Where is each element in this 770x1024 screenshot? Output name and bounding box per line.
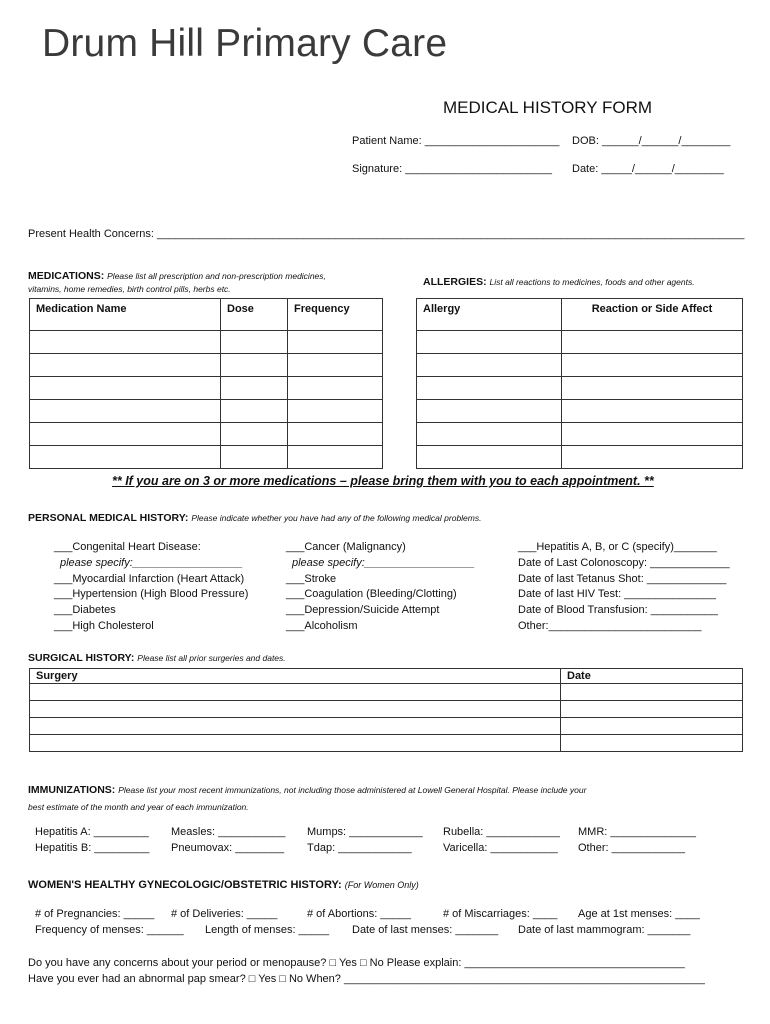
- medications-title: MEDICATIONS:: [28, 270, 105, 282]
- immunizations-instructions-2: best estimate of the month and year of each immunization.: [28, 802, 249, 812]
- table-cell[interactable]: [562, 354, 743, 377]
- table-cell[interactable]: [221, 354, 288, 377]
- table-cell[interactable]: [30, 423, 221, 446]
- table-cell[interactable]: [561, 684, 743, 701]
- checkbox-item[interactable]: ___Diabetes: [54, 604, 116, 617]
- table-cell[interactable]: [288, 331, 383, 354]
- specify-field[interactable]: please specify:__________________: [60, 556, 243, 569]
- table-cell[interactable]: [30, 400, 221, 423]
- table-cell[interactable]: [562, 446, 743, 469]
- present-health-concerns-field[interactable]: Present Health Concerns: ________________________________________________________________________________________________: [28, 228, 745, 240]
- table-cell[interactable]: [561, 718, 743, 735]
- immunization-field[interactable]: Other: ____________: [578, 842, 686, 854]
- patient-name-field[interactable]: Patient Name: ______________________: [352, 135, 560, 147]
- table-row[interactable]: [30, 331, 383, 354]
- table-cell[interactable]: [30, 718, 561, 735]
- table-cell[interactable]: [417, 446, 562, 469]
- personal-history-title: PERSONAL MEDICAL HISTORY:: [28, 512, 189, 524]
- table-row[interactable]: [417, 331, 743, 354]
- checkbox-item[interactable]: ___High Cholesterol: [54, 619, 154, 632]
- date-field[interactable]: Date of last Tetanus Shot: _____________: [518, 572, 727, 585]
- date-field[interactable]: Date: _____/______/________: [572, 163, 724, 175]
- table-cell[interactable]: [221, 377, 288, 400]
- table-cell[interactable]: [288, 423, 383, 446]
- checkbox-item[interactable]: ___Hypertension (High Blood Pressure): [54, 588, 249, 601]
- table-row[interactable]: [30, 354, 383, 377]
- immunizations-instructions-1: Please list your most recent immunizations, not including those administered at Lowell General Hospital. Please include your: [118, 785, 587, 795]
- frequency-header: Frequency: [288, 299, 383, 331]
- pregnancies-field[interactable]: # of Pregnancies: _____: [35, 908, 155, 920]
- table-row[interactable]: [30, 684, 743, 701]
- table-cell[interactable]: [221, 331, 288, 354]
- table-cell[interactable]: [562, 400, 743, 423]
- immunization-field[interactable]: Hepatitis A: _________: [35, 826, 149, 838]
- checkbox-item[interactable]: ___Depression/Suicide Attempt: [286, 604, 440, 617]
- immunizations-heading: [28, 782, 586, 816]
- table-cell[interactable]: [561, 701, 743, 718]
- immunization-field[interactable]: Tdap: ____________: [307, 842, 412, 854]
- table-cell[interactable]: [288, 377, 383, 400]
- table-cell[interactable]: [221, 423, 288, 446]
- allergies-heading: [423, 276, 695, 288]
- specify-field[interactable]: please specify:__________________: [292, 556, 475, 569]
- history-column-1: [54, 540, 248, 635]
- table-cell[interactable]: [417, 331, 562, 354]
- history-column-2: [286, 540, 475, 635]
- table-row[interactable]: [417, 354, 743, 377]
- personal-history-heading: [28, 512, 481, 524]
- checkbox-item[interactable]: ___Congenital Heart Disease:: [54, 541, 201, 553]
- medications-instructions-1: Please list all prescription and non-prescription medicines,: [107, 271, 326, 281]
- table-cell[interactable]: [417, 400, 562, 423]
- table-cell[interactable]: [221, 400, 288, 423]
- medication-note-text: ** If you are on 3 or more medications – please bring them with you to each appointment. **: [112, 474, 654, 488]
- personal-history-instructions: Please indicate whether you have had any of the following medical problems.: [191, 513, 482, 523]
- table-cell[interactable]: [30, 377, 221, 400]
- medication-name-header: Medication Name: [30, 299, 221, 331]
- table-cell[interactable]: [30, 354, 221, 377]
- womens-heading: [28, 879, 419, 891]
- checkbox-item[interactable]: ___Coagulation (Bleeding/Clotting): [286, 588, 457, 601]
- menses-age-field[interactable]: Age at 1st menses: ____: [578, 908, 700, 920]
- table-row[interactable]: [417, 400, 743, 423]
- table-cell[interactable]: [30, 684, 561, 701]
- medications-heading: [28, 270, 326, 296]
- surgical-instructions: Please list all prior surgeries and dates.: [137, 653, 286, 663]
- table-cell[interactable]: [30, 701, 561, 718]
- table-row[interactable]: [30, 718, 743, 735]
- checkbox-item[interactable]: ___Cancer (Malignancy): [286, 541, 406, 553]
- table-row[interactable]: [30, 701, 743, 718]
- date-field[interactable]: Date of Blood Transfusion: ___________: [518, 604, 718, 617]
- table-cell[interactable]: [30, 446, 221, 469]
- table-cell[interactable]: [562, 331, 743, 354]
- signature-field[interactable]: Signature: ________________________: [352, 163, 553, 175]
- table-cell[interactable]: [562, 423, 743, 446]
- pap-smear-question[interactable]: Have you ever had an abnormal pap smear? □ Yes □ No When? ___________________________________________________________: [28, 973, 705, 985]
- womens-title: WOMEN'S HEALTHY GYNECOLOGIC/OBSTETRIC HISTORY:: [28, 879, 342, 891]
- allergy-header: Allergy: [417, 299, 562, 331]
- table-cell[interactable]: [417, 354, 562, 377]
- medication-note: [112, 474, 654, 488]
- medications-table: [29, 298, 383, 469]
- table-cell[interactable]: [562, 377, 743, 400]
- table-cell[interactable]: [30, 331, 221, 354]
- table-row[interactable]: [417, 377, 743, 400]
- table-row[interactable]: [417, 423, 743, 446]
- table-row: [417, 299, 743, 331]
- immunization-field[interactable]: Mumps: ____________: [307, 826, 423, 838]
- miscarriages-field[interactable]: # of Miscarriages: ____: [443, 908, 558, 920]
- date-field[interactable]: Date of last HIV Test: _______________: [518, 588, 716, 601]
- table-cell[interactable]: [288, 400, 383, 423]
- womens-subtitle: (For Women Only): [344, 880, 419, 890]
- allergies-title: ALLERGIES:: [423, 276, 487, 288]
- form-title: MEDICAL HISTORY FORM: [443, 98, 653, 117]
- deliveries-field[interactable]: # of Deliveries: _____: [171, 908, 278, 920]
- table-row[interactable]: [30, 377, 383, 400]
- date-field[interactable]: Date of Last Colonoscopy: _____________: [518, 556, 730, 569]
- medications-instructions-2: vitamins, home remedies, birth control pills, herbs etc.: [28, 284, 231, 294]
- period-concerns-question[interactable]: Do you have any concerns about your period or menopause? □ Yes □ No Please explain: ____________________________________: [28, 957, 685, 969]
- table-cell[interactable]: [561, 735, 743, 752]
- abortions-field[interactable]: # of Abortions: _____: [307, 908, 411, 920]
- table-row[interactable]: [30, 735, 743, 752]
- table-row[interactable]: [30, 400, 383, 423]
- table-cell[interactable]: [288, 446, 383, 469]
- other-field[interactable]: Other:_________________________: [518, 619, 702, 632]
- dose-header: Dose: [221, 299, 288, 331]
- checkbox-item[interactable]: ___Stroke: [286, 572, 337, 585]
- last-menses-field[interactable]: Date of last menses: _______: [352, 924, 499, 936]
- table-row[interactable]: [30, 446, 383, 469]
- history-column-3: [518, 540, 730, 635]
- last-mammogram-field[interactable]: Date of last mammogram: _______: [518, 924, 691, 936]
- checkbox-item[interactable]: ___Alcoholism: [286, 619, 358, 632]
- surgical-heading: [28, 652, 286, 664]
- surgery-header: Surgery: [30, 669, 561, 684]
- reaction-header: Reaction or Side Affect: [562, 299, 743, 331]
- allergies-instructions: List all reactions to medicines, foods and other agents.: [489, 277, 695, 287]
- immunization-field[interactable]: Measles: ___________: [171, 826, 286, 838]
- table-cell[interactable]: [417, 423, 562, 446]
- menses-length-field[interactable]: Length of menses: _____: [205, 924, 330, 936]
- table-row[interactable]: [30, 423, 383, 446]
- clinic-logo: Drum Hill Primary Care: [42, 22, 448, 65]
- immunization-field[interactable]: MMR: ______________: [578, 826, 697, 838]
- table-row: [30, 669, 743, 684]
- table-row: [30, 299, 383, 331]
- surgical-title: SURGICAL HISTORY:: [28, 652, 135, 664]
- immunization-field[interactable]: Pneumovax: ________: [171, 842, 285, 854]
- surgical-table: [29, 668, 743, 752]
- table-row[interactable]: [417, 446, 743, 469]
- table-cell[interactable]: [417, 377, 562, 400]
- table-cell[interactable]: [30, 735, 561, 752]
- checkbox-item[interactable]: ___Hepatitis A, B, or C (specify)_______: [518, 541, 717, 553]
- dob-field[interactable]: DOB: ______/______/________: [572, 135, 731, 147]
- menses-frequency-field[interactable]: Frequency of menses: ______: [35, 924, 184, 936]
- immunizations-title: IMMUNIZATIONS:: [28, 784, 116, 796]
- immunization-field[interactable]: Hepatitis B: _________: [35, 842, 150, 854]
- table-cell[interactable]: [221, 446, 288, 469]
- allergies-table: [416, 298, 743, 469]
- immunization-field[interactable]: Varicella: ___________: [443, 842, 558, 854]
- table-cell[interactable]: [288, 354, 383, 377]
- date-header: Date: [561, 669, 743, 684]
- checkbox-item[interactable]: ___Myocardial Infarction (Heart Attack): [54, 572, 245, 585]
- immunization-field[interactable]: Rubella: ____________: [443, 826, 560, 838]
